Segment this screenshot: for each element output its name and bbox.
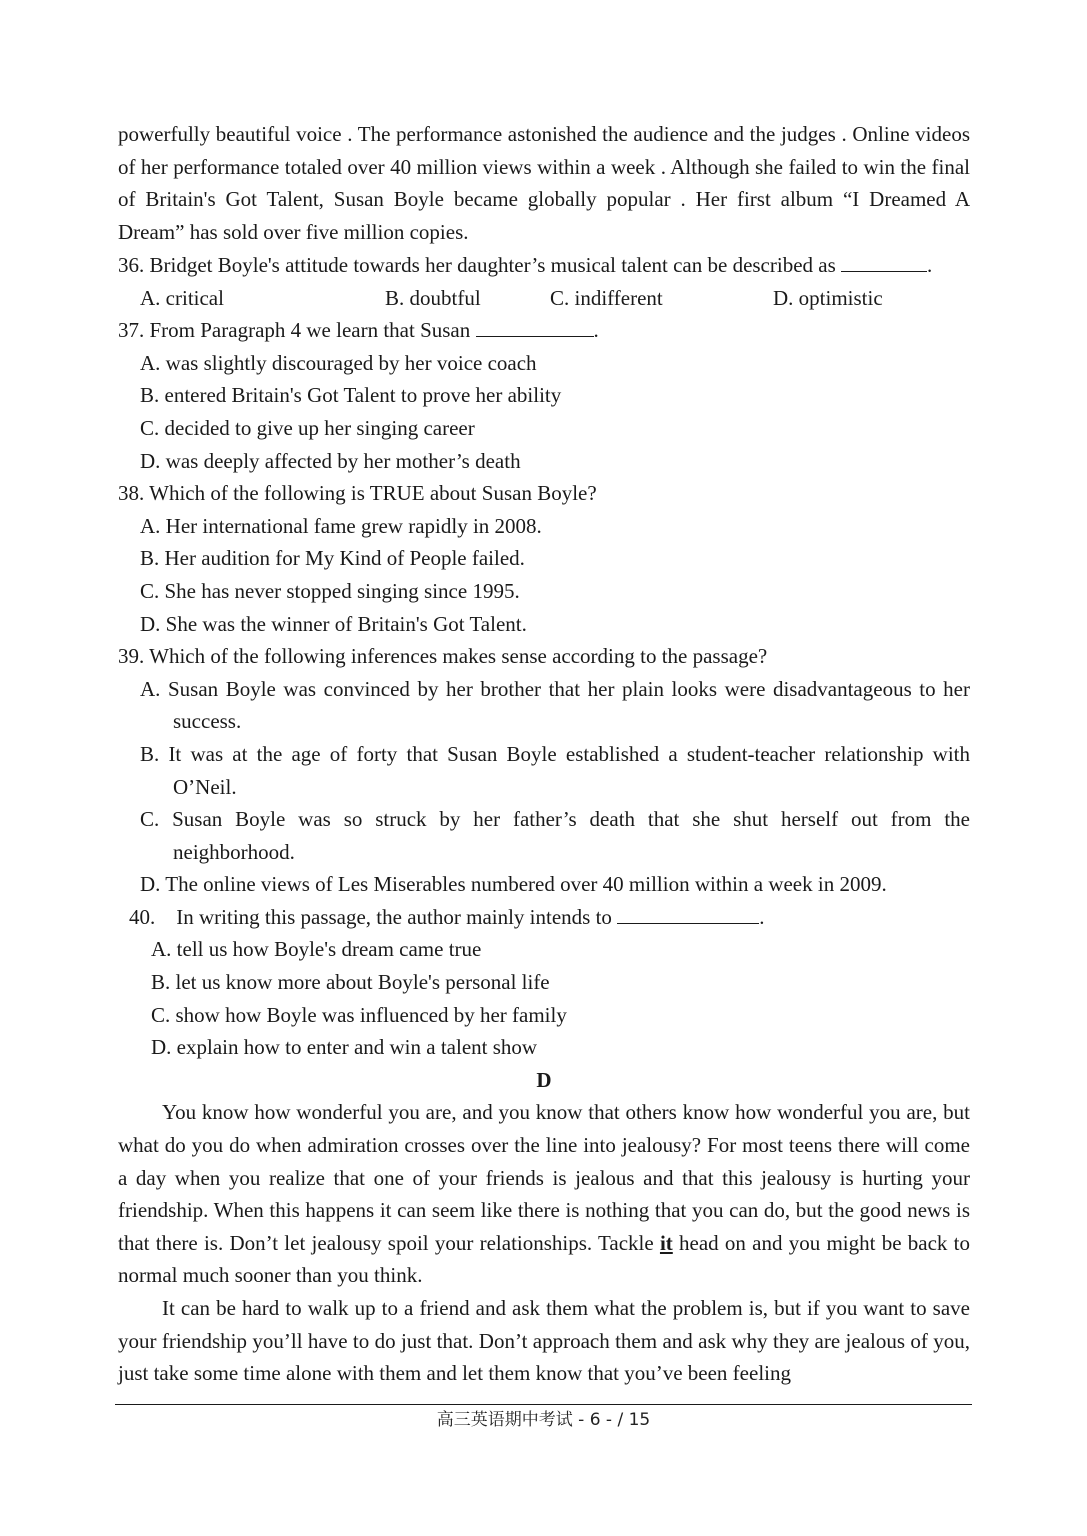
passage-c-ending: powerfully beautiful voice . The performance astonished the audience and the judges . Online videos of her performance totaled over 40 million views within a week . Although she failed to win the final of Britain's Got Talent, Susan Boyle became globally popular . Her first album “I Dreamed A Dream” has sold over five million copies. [118, 122, 970, 244]
option-d: D. She was the winner of Britain's Got Talent. [140, 611, 527, 636]
option-c: C. Susan Boyle was so struck by her father’s death that she shut herself out from the neighborhood. [140, 807, 970, 864]
option-b: B. entered Britain's Got Talent to prove her ability [140, 383, 562, 408]
option-b: B. Her audition for My Kind of People failed. [140, 546, 525, 571]
question-36-stem: 36. Bridget Boyle's attitude towards her daughter’s musical talent can be described as [118, 253, 836, 277]
option-b: B. It was at the age of forty that Susan Boyle established a student-teacher relationship with O’Neil. [140, 741, 970, 799]
answer-blank [617, 901, 759, 924]
option-a: A. Her international fame grew rapidly in 2008. [140, 513, 542, 538]
section-title: D [536, 1067, 552, 1092]
page-footer: 高三英语期中考试 - 6 - / 15 [436, 1410, 651, 1430]
option-a: A. tell us how Boyle's dream came true [151, 937, 482, 962]
option-b: B. let us know more about Boyle's personal life [151, 970, 550, 995]
option-d: D. The online views of Les Miserables numbered over 40 million within a week in 2009. [140, 872, 887, 897]
option-d: D. optimistic [773, 285, 883, 310]
paragraph-1: You know how wonderful you are, and you know that others know how wonderful you are, but what do you do when admiration crosses over the line into jealousy? For most teens there will come a day when you realize that one of your friends is jealous and that this jealousy is hurting your friendship. When this happens it can seem like there is nothing that you can do, but the good news is that there is. Don’t let jealousy spoil your relationships. Tackle it head on and you might be back to normal much sooner than you think. [118, 1100, 971, 1288]
option-c: C. indifferent [550, 285, 663, 310]
option-a: A. Susan Boyle was convinced by her brother that her plain looks were disadvantageous to her success. [140, 676, 970, 734]
option-a: A. was slightly discouraged by her voice coach [140, 350, 537, 375]
questions [118, 249, 970, 1390]
question-36-options [118, 282, 970, 315]
option-c: C. She has never stopped singing since 1995. [140, 578, 520, 603]
paragraph-2: It can be hard to walk up to a friend and ask them what the problem is, but if you want to save your friendship you’ll have to do just that. Don’t approach them and ask why they are jealous of you, just take some time alone with them and let them know that you’ve been feeling [118, 1296, 970, 1386]
option-d: D. was deeply affected by her mother’s death [140, 448, 521, 473]
footer-divider [115, 1404, 972, 1405]
option-c: C. show how Boyle was influenced by her family [151, 1002, 567, 1027]
underlined-word: it [659, 1230, 673, 1255]
question-37-stem: 37. From Paragraph 4 we learn that Susan [118, 318, 471, 343]
question-37: 37. From Paragraph 4 we learn that Susan . [118, 314, 970, 347]
question-40: 40. In writing this passage, the author mainly intends to . [118, 901, 970, 934]
question-40-stem: In writing this passage, the author mainly intends to [176, 904, 612, 929]
answer-blank [841, 249, 927, 272]
question-40-number: 40. [129, 904, 156, 929]
option-c: C. decided to give up her singing career [140, 415, 475, 440]
option-b: B. doubtful [385, 285, 481, 310]
option-a: A. critical [140, 285, 224, 310]
question-39: 39. Which of the following inferences makes sense according to the passage? [118, 644, 768, 669]
question-38: 38. Which of the following is TRUE about Susan Boyle? [118, 481, 597, 506]
question-36: 36. Bridget Boyle's attitude towards her daughter’s musical talent can be described as . [118, 249, 970, 282]
option-d: D. explain how to enter and win a talent show [151, 1035, 538, 1060]
answer-blank [476, 314, 594, 337]
